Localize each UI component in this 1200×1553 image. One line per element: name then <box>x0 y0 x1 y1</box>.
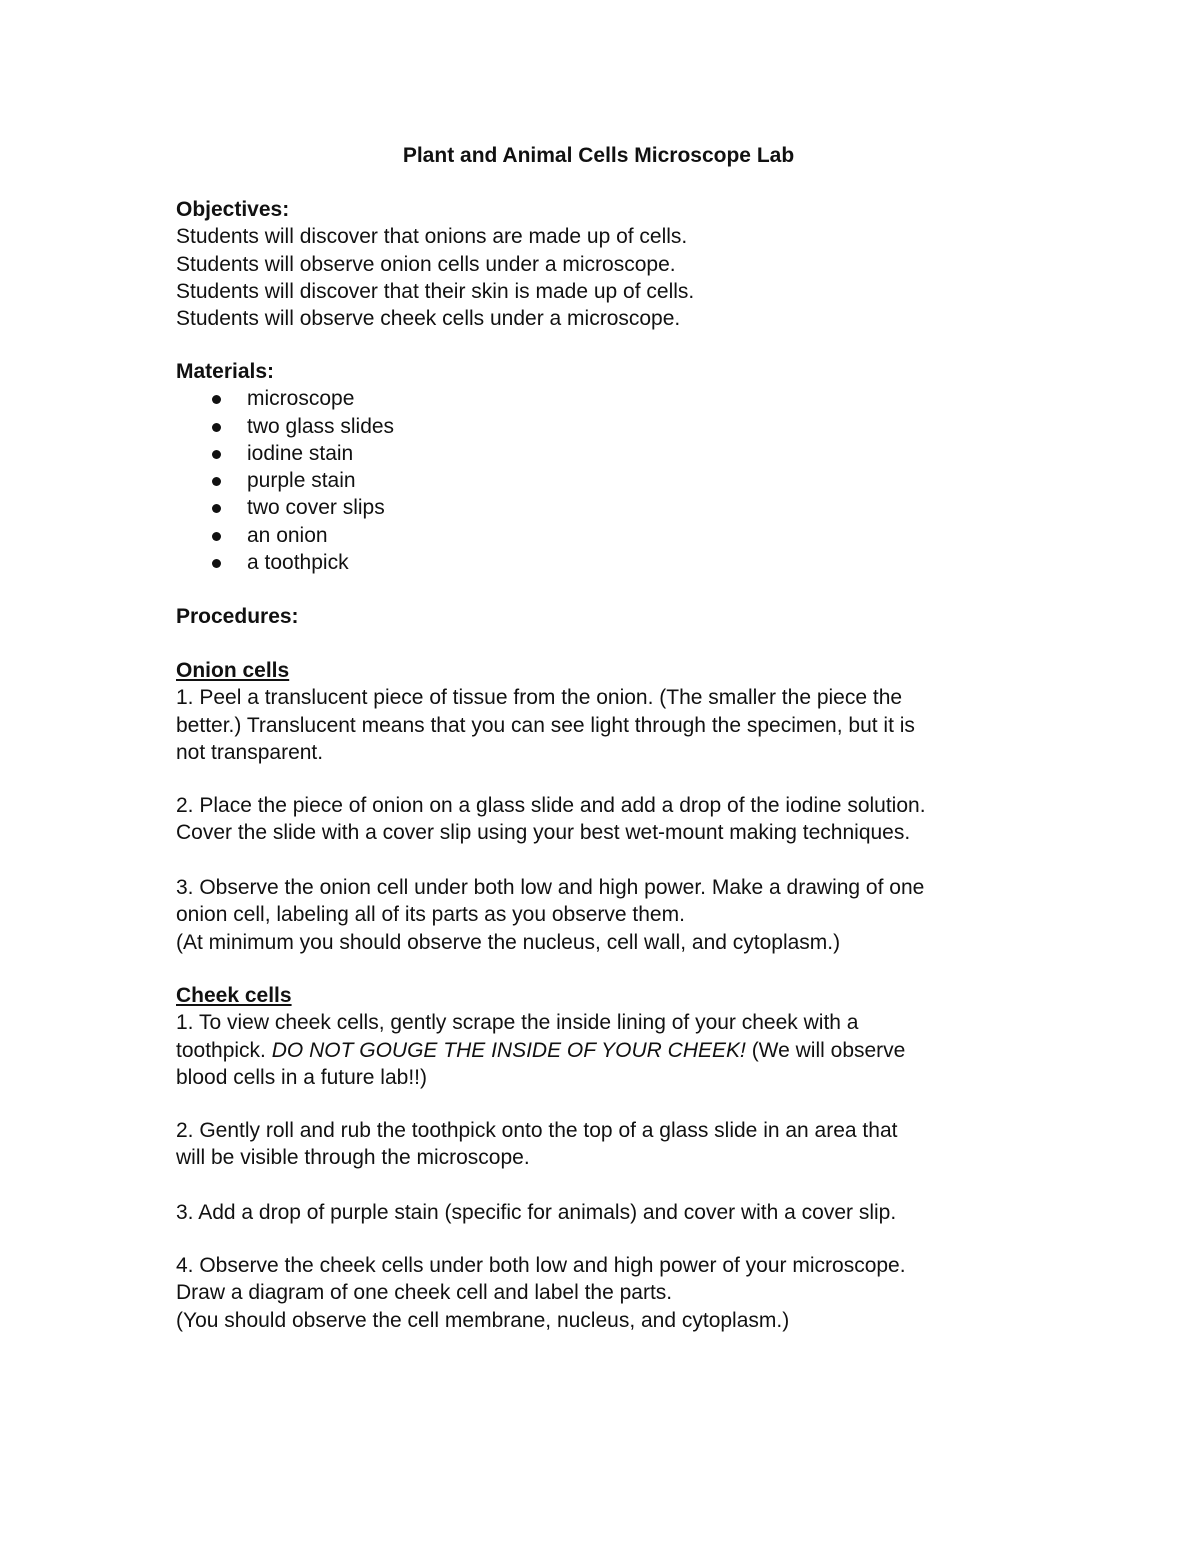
materials-item-label: purple stain <box>247 469 356 493</box>
materials-list-item <box>176 385 1036 412</box>
onion-step-2 <box>176 792 1036 847</box>
materials-item-label: an onion <box>247 523 328 547</box>
cheek-step-2-line: 2. Gently roll and rub the toothpick onto the top of a glass slide in an area that <box>176 1119 898 1142</box>
bullet-icon <box>212 423 221 432</box>
bullet-icon <box>212 450 221 459</box>
bullet-icon <box>212 504 221 513</box>
cheek-step-4-line: (You should observe the cell membrane, nucleus, and cytoplasm.) <box>176 1308 790 1332</box>
cheek-step-1-line <box>176 1037 1036 1064</box>
onion-step-1-line: better.) Translucent means that you can see light through the specimen, but it is <box>176 713 915 737</box>
cheek-step-4-line: Draw a diagram of one cheek cell and label the parts. <box>176 1281 673 1305</box>
cheek-warning-emphasis: DO NOT GOUGE THE INSIDE OF YOUR CHEEK! <box>271 1038 746 1062</box>
materials-item-label: two glass slides <box>247 414 395 438</box>
cheek-step-1-line: 1. To view cheek cells, gently scrape the inside lining of your cheek with a <box>176 1011 859 1035</box>
procedures-heading: Procedures: <box>176 605 299 628</box>
materials-list-item <box>176 494 1036 521</box>
materials-list-item <box>176 413 1036 440</box>
bullet-icon <box>212 559 221 568</box>
procedures-section <box>176 603 1036 630</box>
objective-item: Students will observe onion cells under a microscope. <box>176 252 676 276</box>
bullet-icon <box>212 532 221 541</box>
cheek-step-3-line: 3. Add a drop of purple stain (specific for animals) and cover with a cover slip. <box>176 1201 897 1224</box>
page-title: Plant and Animal Cells Microscope Lab <box>402 144 795 167</box>
cheek-step-4-line: 4. Observe the cheek cells under both low and high power of your microscope. <box>176 1254 906 1277</box>
bullet-icon <box>212 395 221 404</box>
objective-item: Students will discover that onions are made up of cells. <box>176 225 688 249</box>
materials-heading: Materials: <box>176 360 275 383</box>
cheek-cells-heading: Cheek cells <box>176 984 292 1007</box>
objective-item: Students will observe cheek cells under a microscope. <box>176 307 681 331</box>
onion-step-2-line: 2. Place the piece of onion on a glass slide and add a drop of the iodine solution. <box>176 794 926 817</box>
materials-list-item <box>176 549 1036 576</box>
materials-item-label: a toothpick <box>247 551 349 575</box>
onion-step-1-line: not transparent. <box>176 740 324 764</box>
cheek-step-3 <box>176 1199 1036 1226</box>
cheek-step-1-text: (We will observe <box>745 1038 906 1062</box>
objectives-heading: Objectives: <box>176 198 290 221</box>
materials-item-label: iodine stain <box>247 441 354 465</box>
cheek-step-2-line: will be visible through the microscope. <box>176 1146 530 1170</box>
cheek-step-1-line: blood cells in a future lab!!) <box>176 1065 427 1089</box>
onion-step-3-line: (At minimum you should observe the nucleus, cell wall, and cytoplasm.) <box>176 930 841 954</box>
objectives-section <box>176 196 1036 332</box>
materials-section <box>176 358 1036 576</box>
cheek-step-1-text: toothpick. <box>176 1038 272 1062</box>
materials-list-item <box>176 440 1036 467</box>
bullet-icon <box>212 477 221 486</box>
onion-step-3-line: onion cell, labeling all of its parts as you observe them. <box>176 903 685 927</box>
materials-list-item <box>176 467 1036 494</box>
materials-item-label: microscope <box>247 387 355 411</box>
cheek-step-4 <box>176 1252 1036 1334</box>
onion-step-3-line: 3. Observe the onion cell under both low and high power. Make a drawing of one <box>176 876 925 899</box>
materials-item-label: two cover slips <box>247 496 385 520</box>
materials-list <box>176 385 1036 576</box>
onion-cells-section <box>176 657 1036 766</box>
onion-step-3 <box>176 874 1036 956</box>
cheek-cells-section <box>176 982 1036 1091</box>
materials-list-item <box>176 522 1036 549</box>
onion-step-1-line: 1. Peel a translucent piece of tissue from the onion. (The smaller the piece the <box>176 686 903 710</box>
onion-cells-heading: Onion cells <box>176 659 290 682</box>
document-page <box>176 0 1036 1553</box>
cheek-step-2 <box>176 1117 1036 1172</box>
onion-step-2-line: Cover the slide with a cover slip using your best wet-mount making techniques. <box>176 821 911 845</box>
objective-item: Students will discover that their skin is made up of cells. <box>176 279 695 303</box>
